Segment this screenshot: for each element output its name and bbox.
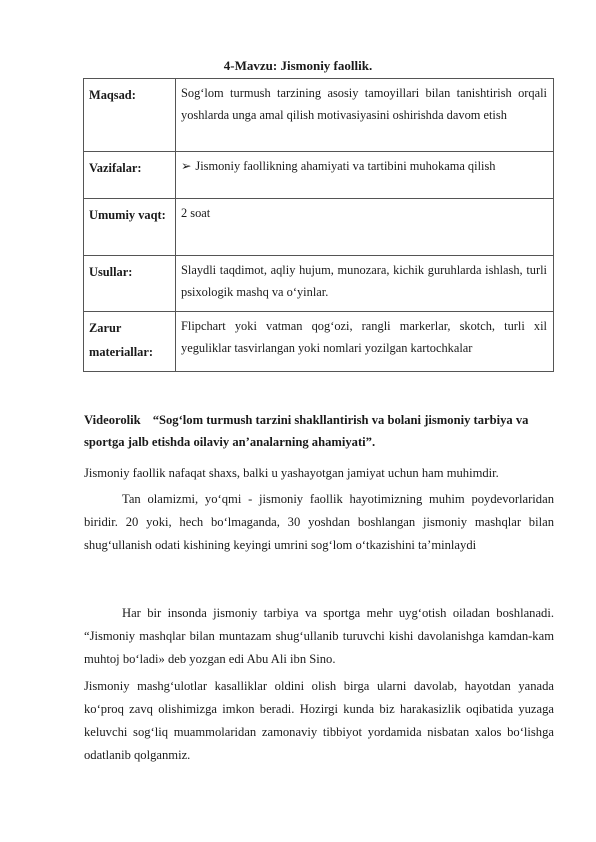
row-value: Flipchart yoki vatman qog‘ozi, rangli markerlar, skotch, turli xil yeguliklar tasvirlangan yoki nomlari yozilgan kartochkalar <box>176 312 554 372</box>
paragraph: Tan olamizmi, yo‘qmi - jismoniy faollik hayotimizning muhim poydevorlaridan biridir. 20 yoki, hech bo‘lmaganda, 30 yoshdan boshlangan jismoniy mashqlar bilan shug‘ullanish odati kishining keyingi umrini sog‘lom o‘tkazishini ta’minlaydi <box>84 492 554 552</box>
paragraph: Jismoniy faollik nafaqat shaxs, balki u yashayotgan jamiyat uchun ham muhimdir. <box>84 466 499 480</box>
row-value: Slaydli taqdimot, aqliy hujum, munozara, kichik guruhlarda ishlash, turli psixologik mashq va o‘yinlar. <box>176 256 554 312</box>
table-row-umumiy-vaqt <box>84 199 554 256</box>
row-label: Zarur materiallar: <box>84 312 176 372</box>
video-title: “Sog‘lom turmush tarzini shakllantirish va bolani jismoniy tarbiya va sportga jalb etishda oilaviy an’analarning ahamiyati”. <box>84 413 529 449</box>
row-label: Usullar: <box>84 256 176 312</box>
table-row-usullar <box>84 256 554 312</box>
row-value: Jismoniy faollikning ahamiyati va tartibini muhokama qilish <box>195 159 496 173</box>
table-row-vazifalar <box>84 152 554 199</box>
row-label: Umumiy vaqt: <box>84 199 176 256</box>
row-value: Sog‘lom turmush tarzining asosiy tamoyillari bilan tanishtirish orqali yoshlarda unga amal qilish motivasiyasini oshirishda davom etish <box>176 79 554 152</box>
lesson-info-table <box>83 78 554 372</box>
video-label: Videorolik <box>84 413 141 427</box>
table-row-zarur-materiallar <box>84 312 554 372</box>
video-heading <box>84 409 554 453</box>
row-label: Vazifalar: <box>84 152 176 199</box>
paragraph: Jismoniy mashg‘ulotlar kasalliklar oldini olish birga ularni davolab, hayotdan yanada ko‘proq zavq olishimizga imkon beradi. Hozirgi kunda biz harakasizlik oqibatida yuzaga keluvchi sog‘liq muammolaridan zamonaviy tibbiyot yordamida nisbatan xalos bo‘lishga odatlanib qolganmiz. <box>84 679 554 762</box>
row-label: Maqsad: <box>84 79 176 152</box>
row-value-cell <box>176 152 554 199</box>
row-value: 2 soat <box>176 199 554 256</box>
paragraph: Har bir insonda jismoniy tarbiya va sportga mehr uyg‘otish oiladan boshlanadi. “Jismoniy mashqlar bilan muntazam shug‘ullanib turuvchi kishi davolanishga kamdan-kam muhtoj bo‘ladi» deb yozgan edi Abu Ali ibn Sino. <box>84 606 554 666</box>
table-row-maqsad <box>84 79 554 152</box>
arrow-bullet-icon: ➢ <box>181 159 192 173</box>
page-title: 4-Mavzu: Jismoniy faollik. <box>223 58 373 73</box>
